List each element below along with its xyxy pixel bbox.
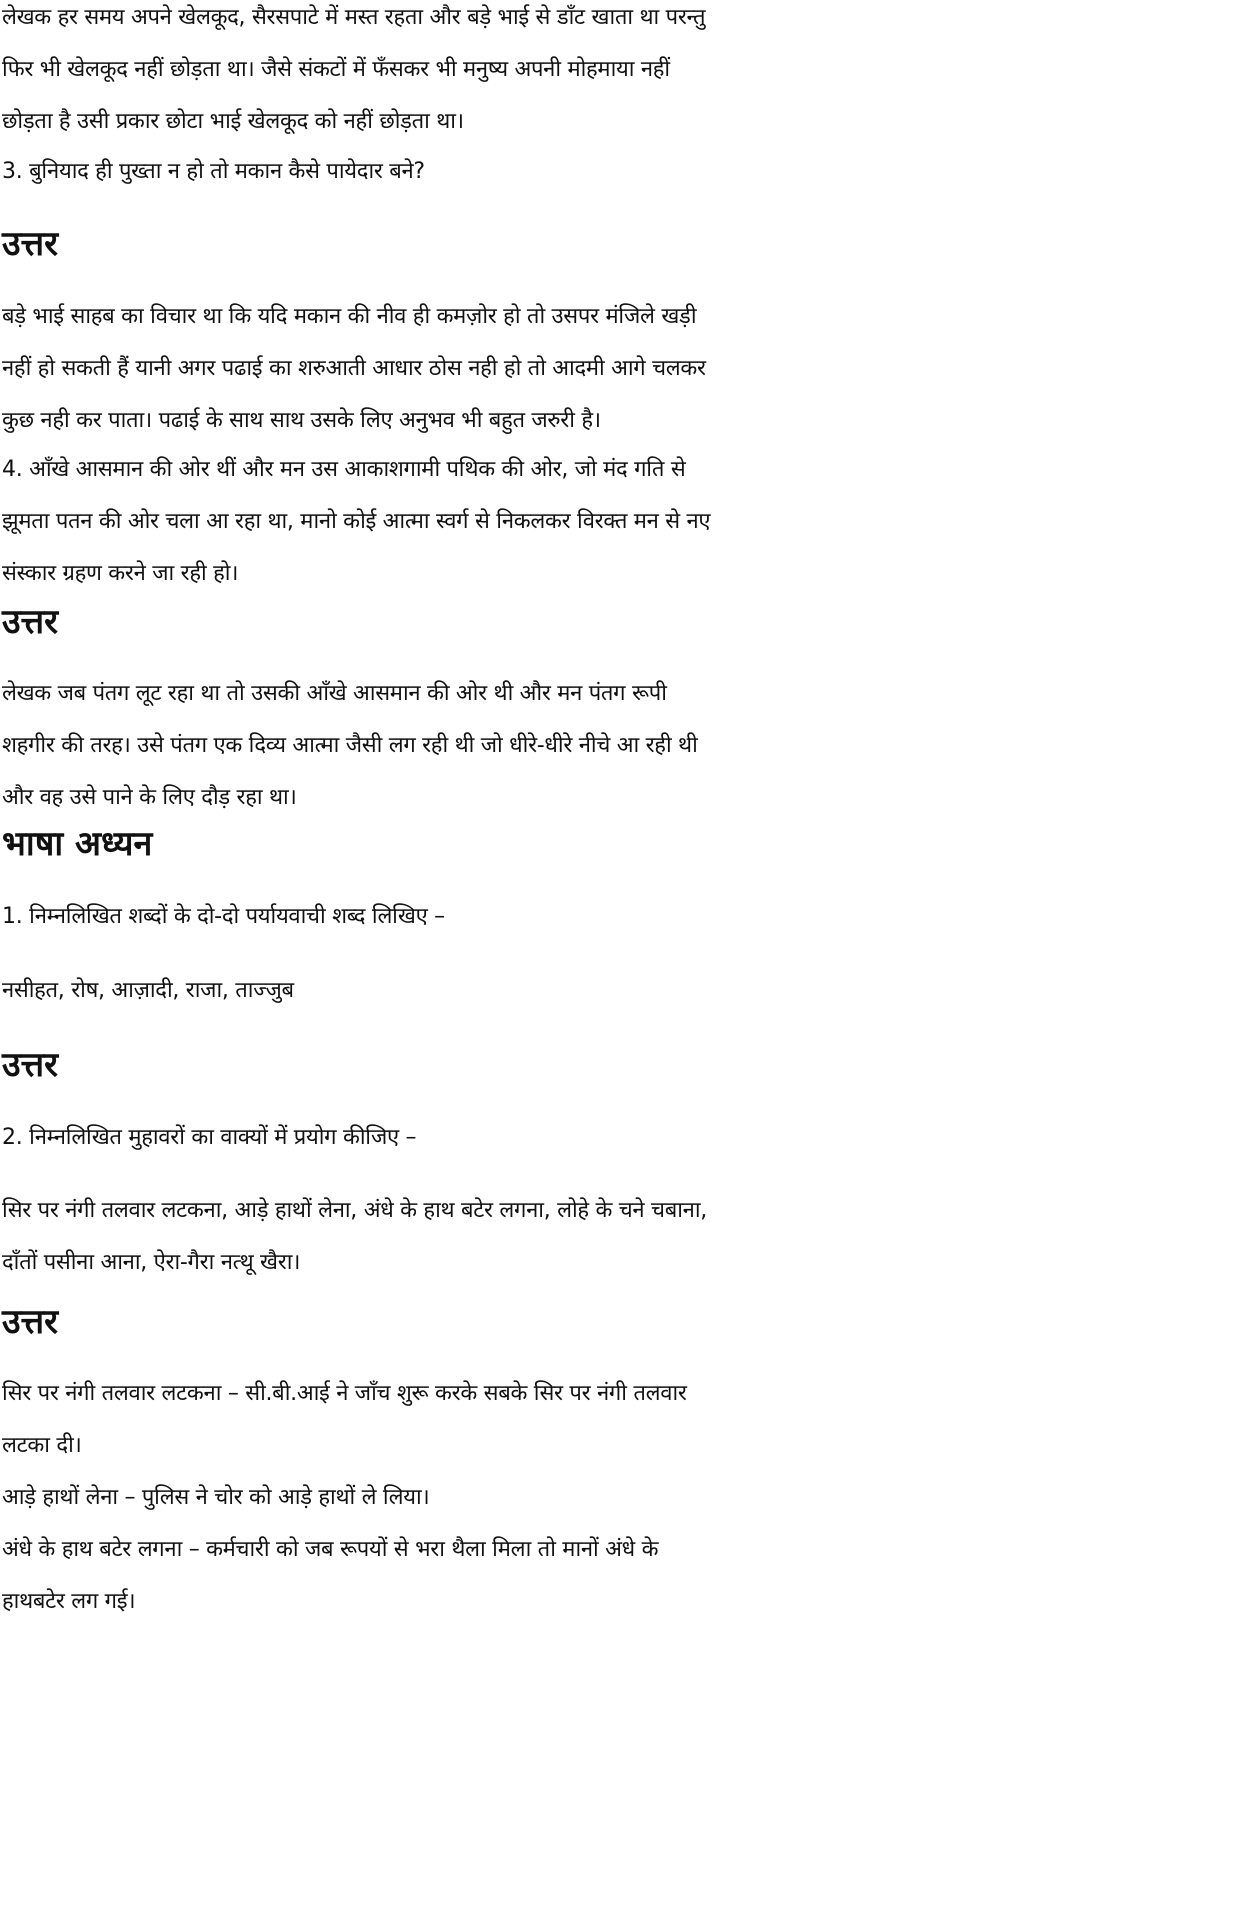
answer-heading: उत्तर [2,602,59,642]
exercise-2-prompt [2,1112,1242,1164]
text-line: आड़े हाथों लेना – पुलिस ने चोर को आड़े हाथों ले लिया। [2,1485,430,1510]
text-line: 2. निम्नलिखित मुहावरों का वाक्यों में प्रयोग कीजिए – [2,1125,417,1150]
question-3 [2,146,1242,198]
text-line: लेखक जब पंतग लूट रहा था तो उसकी आँखे आसमान की ओर थी और मन पंतग रूपी [2,681,667,706]
text-line: हाथबटेर लग गई। [2,1589,136,1614]
text-line: बड़े भाई साहब का विचार था कि यदि मकान की नीव ही कमज़ोर हो तो उसपर मंजिले खड़ी [2,304,697,329]
paragraph-answer-2-text [2,0,1242,148]
text-line: अंधे के हाथ बटेर लगना – कर्मचारी को जब रूपयों से भरा थैला मिला तो मानों अंधे के [2,1537,659,1562]
text-line: शहगीर की तरह। उसे पंतग एक दिव्य आत्मा जैसी लग रही थी जो धीरे-धीरे नीचे आ रही थी [2,733,698,758]
text-line: सिर पर नंगी तलवार लटकना – सी.बी.आई ने जाँच शुरू करके सबके सिर पर नंगी तलवार [2,1381,687,1406]
text-line: 4. आँखे आसमान की ओर थीं और मन उस आकाशगामी पथिक की ओर, जो मंद गति से [2,457,686,482]
answer-heading: उत्तर [2,1302,59,1342]
exercise-2-answers [2,1368,1242,1628]
paragraph-answer-4 [2,668,1242,824]
text-line: झूमता पतन की ओर चला आ रहा था, मानो कोई आत्मा स्वर्ग से निकलकर विरक्त मन से नए [2,509,711,534]
exercise-2-idioms [2,1185,1242,1289]
text-line: नहीं हो सकती हैं यानी अगर पढाई का शरुआती आधार ठोस नही हो तो आदमी आगे चलकर [2,356,706,381]
text-line: छोड़ता है उसी प्रकार छोटा भाई खेलकूद को नहीं छोड़ता था। [2,109,464,134]
exercise-1-prompt [2,891,1242,943]
paragraph-answer-3 [2,291,1242,447]
text-line: सिर पर नंगी तलवार लटकना, आड़े हाथों लेना, अंधे के हाथ बटेर लगना, लोहे के चने चबाना, [2,1198,707,1223]
text-line: और वह उसे पाने के लिए दौड़ रहा था। [2,785,297,810]
answer-heading: उत्तर [2,224,59,264]
text-line: नसीहत, रोष, आज़ादी, राजा, ताज्जुब [2,978,294,1003]
text-line: लेखक हर समय अपने खेलकूद, सैरसपाटे में मस्त रहता और बड़े भाई से डाँट खाता था परन्तु [2,5,706,30]
text-line: दाँतों पसीना आना, ऐरा-गैरा नत्थू खैरा। [2,1250,301,1275]
text-line: 1. निम्नलिखित शब्दों के दो-दो पर्यायवाची शब्द लिखिए – [2,904,445,929]
text-line: फिर भी खेलकूद नहीं छोड़ता था। जैसे संकटों में फँसकर भी मनुष्य अपनी मोहमाया नहीं [2,57,670,82]
answer-heading: उत्तर [2,1045,59,1085]
exercise-1-words [2,965,1242,1017]
text-line: संस्कार ग्रहण करने जा रही हो। [2,561,239,586]
text-line: कुछ नही कर पाता। पढाई के साथ साथ उसके लिए अनुभव भी बहुत जरुरी है। [2,408,601,433]
section-heading-language-study: भाषा अध्यन [2,824,153,864]
text-line: लटका दी। [2,1433,82,1458]
question-4 [2,444,1242,600]
text-line: 3. बुनियाद ही पुख्ता न हो तो मकान कैसे पायेदार बने? [2,159,425,184]
